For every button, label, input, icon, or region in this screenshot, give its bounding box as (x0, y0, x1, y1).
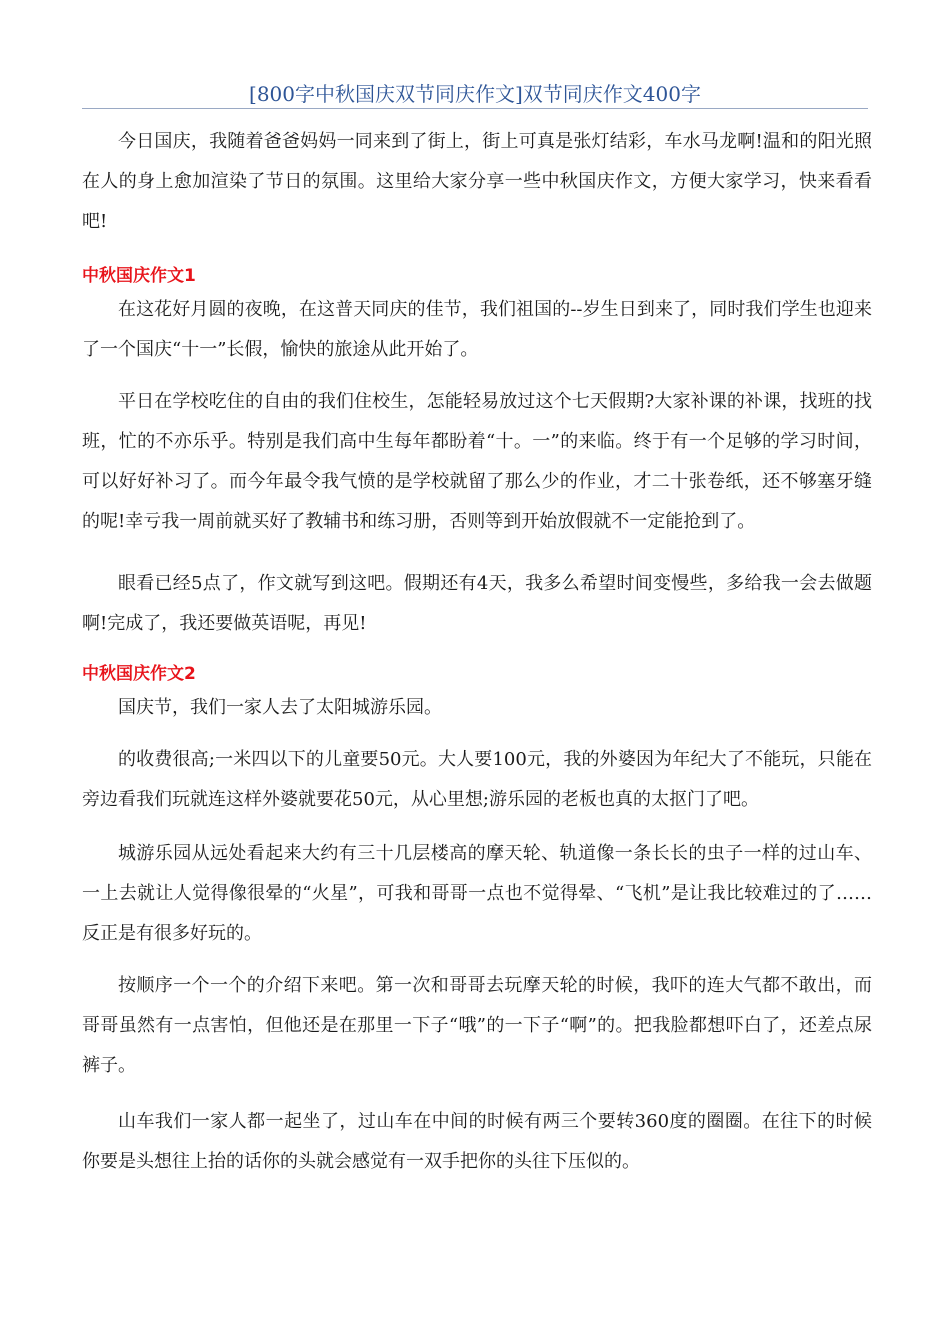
section-2-paragraph-4: 按顺序一个一个的介绍下来吧。第一次和哥哥去玩摩天轮的时候，我吓的连大气都不敢出，而哥哥虽然有一点害怕，但他还是在那里一下子“哦”的一下子“啊”的。把我脸都想吓白了，还差点尿裤子。 (82, 975, 872, 1076)
section-2-paragraph-2: 的收费很高;一米四以下的儿童要50元。大人要100元，我的外婆因为年纪大了不能玩，只能在旁边看我们玩就连这样外婆就要花50元，从心里想;游乐园的老板也真的太抠门了吧。 (82, 749, 872, 810)
section-1-paragraph-2: 平日在学校吃住的自由的我们住校生，怎能轻易放过这个七天假期?大家补课的补课，找班的找班，忙的不亦乐乎。特别是我们高中生每年都盼着“十。一”的来临。终于有一个足够的学习时间，可以好好补习了。而今年最令我气愤的是学校就留了那么少的作业，才二十张卷纸，还不够塞牙缝的呢!幸亏我一周前就买好了教辅书和练习册，否则等到开始放假就不一定能抢到了。 (82, 391, 872, 532)
section-2-paragraph-3: 城游乐园从远处看起来大约有三十几层楼高的摩天轮、轨道像一条长长的虫子一样的过山车、一上去就让人觉得像很晕的“火星”，可我和哥哥一点也不觉得晕、“飞机”是让我比较难过的了……反正是有很多好玩的。 (82, 843, 872, 944)
section-2-paragraph-1: 国庆节，我们一家人去了太阳城游乐园。 (118, 697, 442, 718)
section-1-paragraph-3: 眼看已经5点了，作文就写到这吧。假期还有4天，我多么希望时间变慢些，多给我一会去做题啊!完成了，我还要做英语呢，再见! (82, 573, 872, 634)
section-heading-2: 中秋国庆作文2 (82, 664, 196, 684)
title-divider (82, 108, 868, 109)
intro-paragraph: 今日国庆，我随着爸爸妈妈一同来到了街上，街上可真是张灯结彩，车水马龙啊!温和的阳光照在人的身上愈加渲染了节日的氛围。这里给大家分享一些中秋国庆作文，方便大家学习，快来看看吧! (82, 131, 872, 232)
section-2-paragraph-5: 山车我们一家人都一起坐了，过山车在中间的时候有两三个要转360度的圈圈。在往下的时候你要是头想往上抬的话你的头就会感觉有一双手把你的头往下压似的。 (82, 1111, 872, 1172)
document-title: [800字中秋国庆双节同庆作文]双节同庆作文400字 (249, 82, 701, 106)
section-heading-1: 中秋国庆作文1 (82, 266, 196, 286)
section-1-paragraph-1: 在这花好月圆的夜晚，在这普天同庆的佳节，我们祖国的--岁生日到来了，同时我们学生也迎来了一个国庆“十一”长假，愉快的旅途从此开始了。 (82, 299, 872, 360)
